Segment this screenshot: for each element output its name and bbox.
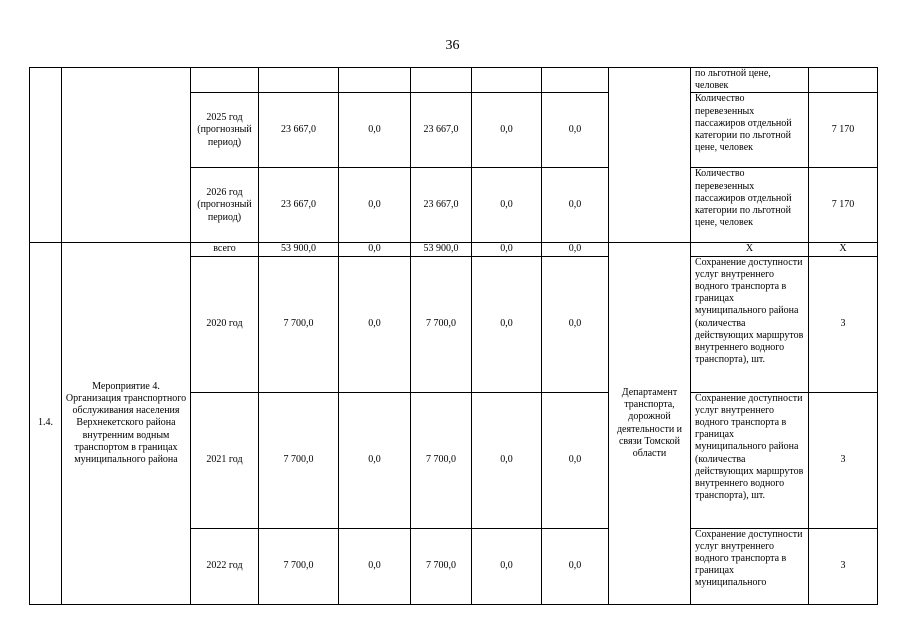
measure-name-cell: Мероприятие 4. Организация транспортного обслуживания населения Верхнекетского района внутренним водным транспортом в границах муниципального района xyxy=(62,243,191,604)
executor-cell-empty xyxy=(609,68,691,243)
total-cell: 23 667,0 xyxy=(259,93,339,168)
indicator-value-cell: 3 xyxy=(809,528,878,604)
table-row xyxy=(30,243,878,256)
total-cell: 7 700,0 xyxy=(259,256,339,392)
federal-cell: 0,0 xyxy=(339,168,411,243)
extra-cell xyxy=(542,68,609,93)
page-number: 36 xyxy=(445,38,460,53)
extra-cell: 0,0 xyxy=(542,256,609,392)
indicator-cell: Количество перевезенных пассажиров отдельной категории по льготной цене, человек xyxy=(691,93,809,168)
executor-cell: Департамент транспорта, дорожной деятельности и связи Томской области xyxy=(609,243,691,604)
extra-cell: 0,0 xyxy=(542,528,609,604)
extra-cell: 0,0 xyxy=(542,392,609,528)
indicator-cell: по льготной цене, человек xyxy=(691,68,809,93)
regional-cell: 23 667,0 xyxy=(411,93,472,168)
extra-cell: 0,0 xyxy=(542,93,609,168)
federal-cell: 0,0 xyxy=(339,93,411,168)
extra-cell: 0,0 xyxy=(542,243,609,256)
regional-cell xyxy=(411,68,472,93)
local-cell: 0,0 xyxy=(472,392,542,528)
total-cell: 7 700,0 xyxy=(259,392,339,528)
local-cell xyxy=(472,68,542,93)
period-cell: 2026 год (прогнозный период) xyxy=(191,168,259,243)
indicator-value-cell: 3 xyxy=(809,256,878,392)
local-cell: 0,0 xyxy=(472,168,542,243)
total-cell: 23 667,0 xyxy=(259,168,339,243)
federal-cell: 0,0 xyxy=(339,256,411,392)
indicator-value-cell xyxy=(809,68,878,93)
local-cell: 0,0 xyxy=(472,243,542,256)
indicator-cell: Сохранение доступности услуг внутреннего водного транспорта в границах муниципального района (количества действующих маршрутов внутреннего водного транспорта), шт. xyxy=(691,256,809,392)
federal-cell: 0,0 xyxy=(339,243,411,256)
period-cell: 2025 год (прогнозный период) xyxy=(191,93,259,168)
regional-cell: 7 700,0 xyxy=(411,392,472,528)
indicator-cell: X xyxy=(691,243,809,256)
period-cell: 2022 год xyxy=(191,528,259,604)
local-cell: 0,0 xyxy=(472,256,542,392)
period-cell xyxy=(191,68,259,93)
program-table xyxy=(29,67,878,605)
federal-cell: 0,0 xyxy=(339,528,411,604)
indicator-value-cell: 3 xyxy=(809,392,878,528)
name-cell-empty xyxy=(62,68,191,243)
indicator-cell: Количество перевезенных пассажиров отдельной категории по льготной цене, человек xyxy=(691,168,809,243)
indicator-cell: Сохранение доступности услуг внутреннего водного транспорта в границах муниципального района (количества действующих маршрутов внутреннего водного транспорта), шт. xyxy=(691,392,809,528)
table-row xyxy=(30,68,878,93)
indicator-value-cell: 7 170 xyxy=(809,93,878,168)
indicator-value-cell: 7 170 xyxy=(809,168,878,243)
period-cell: всего xyxy=(191,243,259,256)
local-cell: 0,0 xyxy=(472,93,542,168)
extra-cell: 0,0 xyxy=(542,168,609,243)
federal-cell: 0,0 xyxy=(339,392,411,528)
total-cell: 53 900,0 xyxy=(259,243,339,256)
regional-cell: 7 700,0 xyxy=(411,256,472,392)
total-cell: 7 700,0 xyxy=(259,528,339,604)
indicator-value-cell: X xyxy=(809,243,878,256)
local-cell: 0,0 xyxy=(472,528,542,604)
period-cell: 2021 год xyxy=(191,392,259,528)
regional-cell: 7 700,0 xyxy=(411,528,472,604)
measure-number-cell: 1.4. xyxy=(30,243,62,604)
total-cell xyxy=(259,68,339,93)
federal-cell xyxy=(339,68,411,93)
period-cell: 2020 год xyxy=(191,256,259,392)
regional-cell: 53 900,0 xyxy=(411,243,472,256)
regional-cell: 23 667,0 xyxy=(411,168,472,243)
indicator-cell: Сохранение доступности услуг внутреннего водного транспорта в границах муниципального xyxy=(691,528,809,604)
number-cell-empty xyxy=(30,68,62,243)
